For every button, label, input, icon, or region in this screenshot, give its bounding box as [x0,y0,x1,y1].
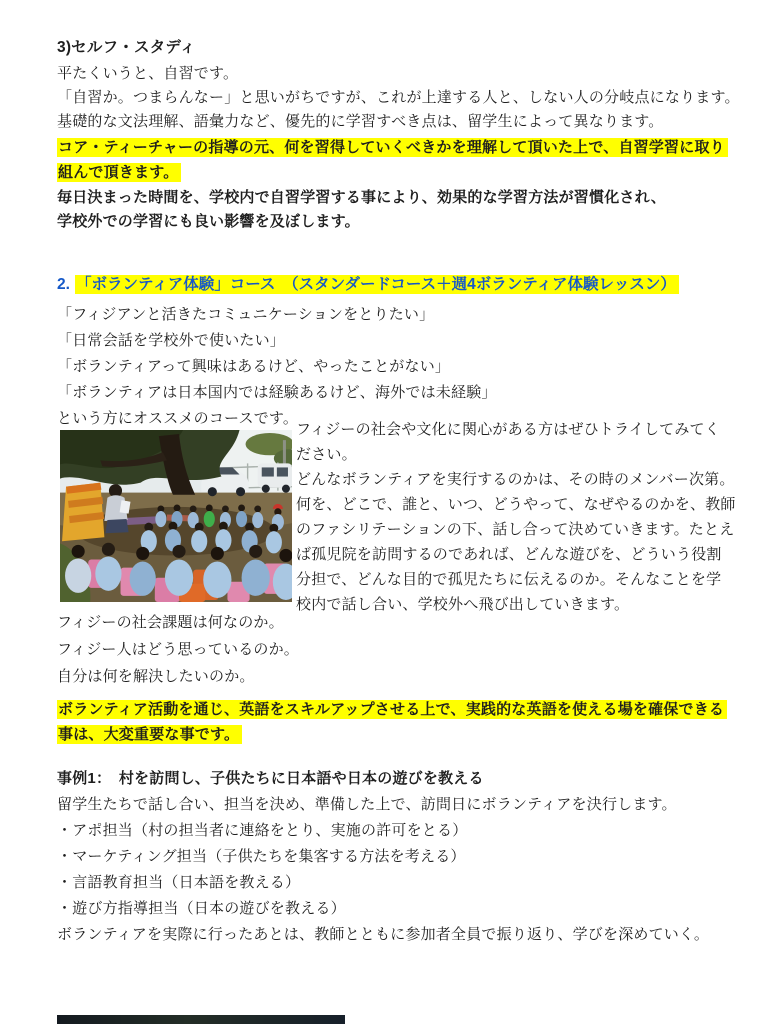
description-line: フィジーの社会や文化に関心がある方はぜひトライしてみてく [296,421,720,438]
highlighted-text: 事は、大変重要な事です。 [57,725,242,744]
highlight-line [57,135,728,160]
reflection-line: フィジー人はどう思っているのか。 [57,641,300,658]
volunteer-description [296,417,736,617]
quote-line: 「フィジアンと活きたコミュニケーションをとりたい」 [57,306,435,323]
description-line: ば孤児院を訪問するのであれば、どんな遊びを、どういう役割 [296,546,722,563]
case-closing: ボランティアを実際に行ったあとは、教師とともに参加者全員で振り返り、学びを深めていく。 [57,926,710,943]
body-line: 基礎的な文法理解、語彙力など、優先的に学習すべき点は、留学生によって異なります。 [57,113,664,130]
case-bullet: ・遊び方指導担当（日本の遊びを教える） [57,900,346,917]
easel [62,483,104,542]
self-study-heading: 3)セルフ・スタディ [57,39,196,56]
case-bullet: ・アポ担当（村の担当者に連絡をとり、実施の許可をとる） [57,822,468,839]
heading-highlighted-text: 「ボランティア体験」コース （スタンダードコース＋週4ボランティア体験レッスン） [75,275,679,294]
description-line: どんなボランティアを実行するのかは、その時のメンバー次第。 [296,471,735,488]
quote-line: という方にオススメのコースです。 [57,410,299,427]
highlight-line [57,697,727,722]
case-bullet: ・言語教育担当（日本語を教える） [57,874,301,891]
highlight-line [57,160,728,185]
volunteer-lesson-photo-art [60,430,292,602]
reflection-line: フィジーの社会課題は何なのか。 [57,614,284,631]
description-line: のファシリテーションの下、話し合って決めていきます。たとえ [296,521,735,538]
highlight-line [57,722,727,747]
description-line: 何を、どこで、誰と、いつ、どうやって、なぜやるのかを、教師 [296,496,736,513]
reflection-questions [57,609,299,690]
highlighted-text: コア・ティーチャーの指導の元、何を習得していくべきかを理解して頂いた上で、自習学習に取り [57,138,728,157]
volunteer-lesson-photo [60,430,292,602]
self-study-highlight-block [57,135,728,185]
case-bullet: ・マーケティング担当（子供たちを集客する方法を考える） [57,848,466,865]
self-study-body [57,62,740,134]
emphasis-line: 学校外での学習にも良い影響を及ぼします。 [57,213,360,230]
highlighted-text: ボランティア活動を通じ、英語をスキルアップさせる上で、実践的な英語を使える場を確保できる [57,700,727,719]
description-line: ださい。 [296,446,357,463]
reflection-line: 自分は何を解決したいのか。 [57,668,255,685]
self-study-emphasis-block [57,186,666,234]
volunteer-highlight-block [57,697,727,747]
volunteer-quotes [57,302,497,432]
heading-number: 2. [57,276,70,293]
quote-line: 「日常会話を学校外で使いたい」 [57,332,286,349]
self-study-section [57,36,196,60]
highlighted-text: 組んで頂きます。 [57,163,181,182]
body-line: 「自習か。つまらんなー」と思いがちですが、これが上達する人と、しない人の分岐点になります。 [57,89,740,106]
next-photo-top-edge [57,1015,345,1024]
case-intro: 留学生たちで話し合い、担当を決め、準備した上で、訪問日にボランティアを決行します。 [57,796,677,813]
quote-line: 「ボランティアは日本国内では経験あるけど、海外では未経験」 [57,384,497,401]
volunteer-course-heading [57,274,679,296]
description-line: 校内で話し合い、学校外へ飛び出していきます。 [296,596,630,613]
case-example-section [57,766,709,948]
quote-line: 「ボランティアって興味はあるけど、やったことがない」 [57,358,451,375]
case-heading: 事例1： 村を訪問し、子供たちに日本語や日本の遊びを教える [57,770,484,787]
emphasis-line: 毎日決まった時間を、学校内で自習学習する事により、効果的な学習方法が習慣化され、 [57,189,666,206]
description-line: 分担で、どんな目的で孤児たちに伝えるのか。そんなことを学 [296,571,722,588]
body-line: 平たくいうと、自習です。 [57,65,239,82]
